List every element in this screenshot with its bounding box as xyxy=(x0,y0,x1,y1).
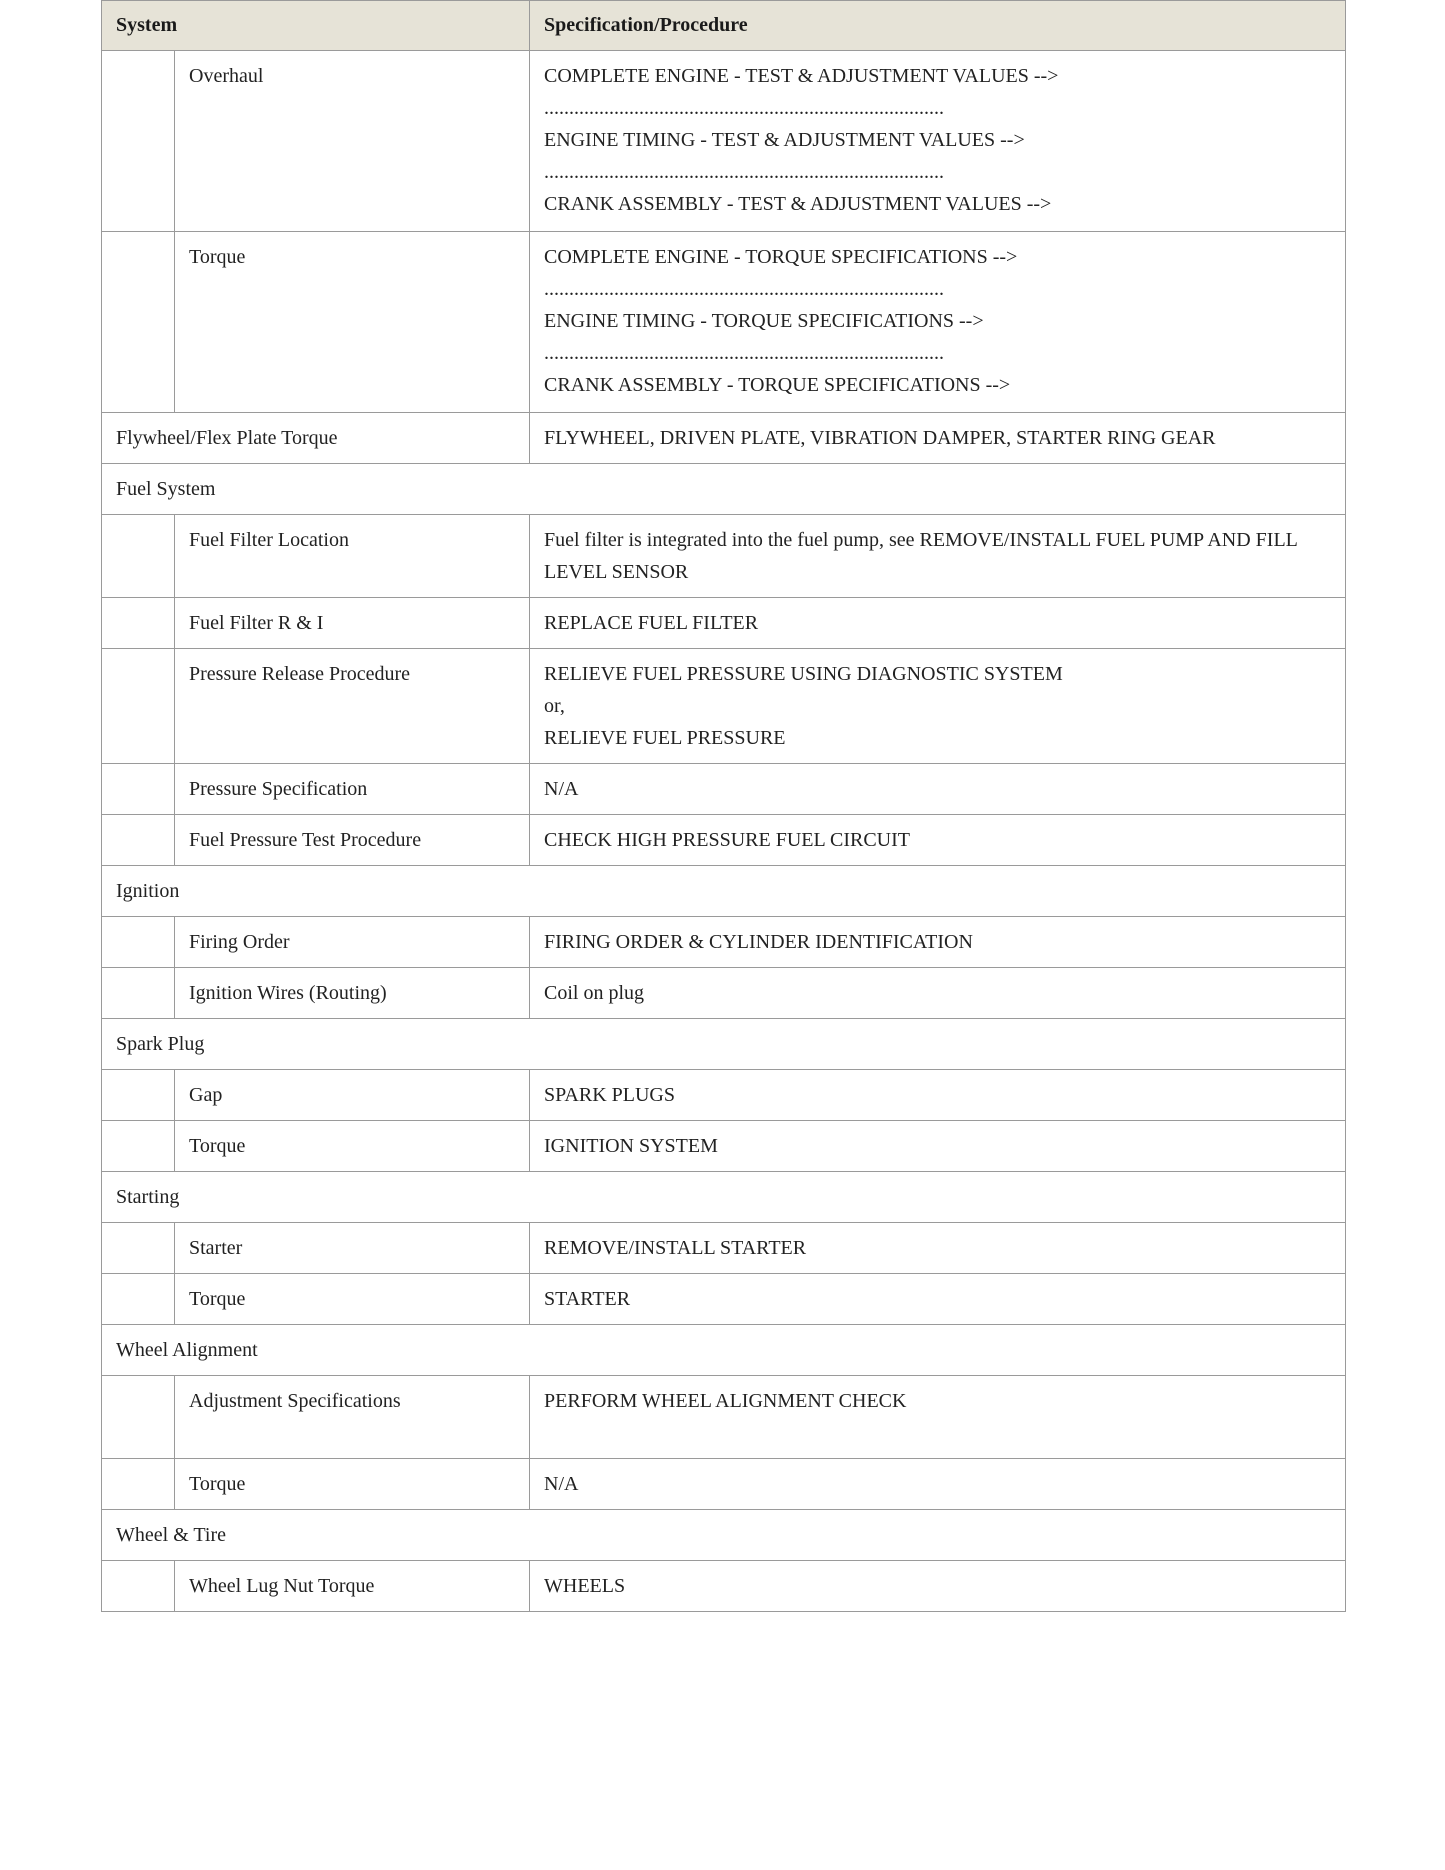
pressure-release-label: Pressure Release Procedure xyxy=(189,663,411,685)
row-value xyxy=(530,1561,1346,1612)
row-value xyxy=(530,1121,1346,1172)
ignition-wires-label: Ignition Wires (Routing) xyxy=(189,982,387,1004)
relieve-pressure-link[interactable]: RELIEVE FUEL PRESSURE xyxy=(544,727,786,749)
row-value xyxy=(530,649,1346,764)
torque-link-crank-assembly[interactable]: CRANK ASSEMBLY - TORQUE SPECIFICATIONS --> xyxy=(544,374,1011,396)
pressure-spec-label: Pressure Specification xyxy=(189,778,368,800)
indent-cell xyxy=(102,51,175,232)
dotted-separator: ................................................................................ xyxy=(544,161,945,183)
section-label xyxy=(102,1510,1346,1561)
row-value xyxy=(530,413,1346,464)
table-row xyxy=(102,917,1346,968)
table-row xyxy=(102,1223,1346,1274)
check-fuel-circuit-link[interactable]: CHECK HIGH PRESSURE FUEL CIRCUIT xyxy=(544,829,910,851)
section-row xyxy=(102,1019,1346,1070)
row-label xyxy=(175,1121,530,1172)
row-value xyxy=(530,917,1346,968)
section-row xyxy=(102,1325,1346,1376)
indent-cell xyxy=(102,968,175,1019)
row-label xyxy=(175,1274,530,1325)
specification-table xyxy=(101,0,1346,1612)
indent-cell xyxy=(102,815,175,866)
header-specification: Specification/Procedure xyxy=(530,1,1346,51)
table-row xyxy=(102,1070,1346,1121)
pressure-spec-value: N/A xyxy=(544,778,579,800)
section-row xyxy=(102,866,1346,917)
indent-cell xyxy=(102,1376,175,1459)
section-label xyxy=(102,866,1346,917)
indent-cell xyxy=(102,598,175,649)
flywheel-label: Flywheel/Flex Plate Torque xyxy=(116,427,338,449)
torque-link-engine-timing[interactable]: ENGINE TIMING - TORQUE SPECIFICATIONS --> xyxy=(544,310,984,332)
row-label xyxy=(175,917,530,968)
table-row xyxy=(102,51,1346,232)
row-label xyxy=(175,968,530,1019)
table-row xyxy=(102,1459,1346,1510)
fuel-filter-location-value[interactable]: Fuel filter is integrated into the fuel pump, see REMOVE/INSTALL FUEL PUMP AND FILL LEVEL SENSOR xyxy=(544,529,1298,583)
row-value xyxy=(530,1070,1346,1121)
row-label xyxy=(175,1561,530,1612)
table-row xyxy=(102,968,1346,1019)
header-system: System xyxy=(102,1,530,51)
indent-cell xyxy=(102,917,175,968)
relieve-pressure-diagnostic-link[interactable]: RELIEVE FUEL PRESSURE USING DIAGNOSTIC SYSTEM xyxy=(544,663,1063,685)
row-label xyxy=(175,51,530,232)
row-label xyxy=(175,1223,530,1274)
table-header-row xyxy=(102,1,1346,51)
indent-cell xyxy=(102,1121,175,1172)
section-label xyxy=(102,464,1346,515)
replace-fuel-filter-link[interactable]: REPLACE FUEL FILTER xyxy=(544,612,759,634)
flywheel-link[interactable]: FLYWHEEL, DRIVEN PLATE, VIBRATION DAMPER, STARTER RING GEAR xyxy=(544,427,1216,449)
section-row xyxy=(102,1510,1346,1561)
row-label xyxy=(175,515,530,598)
indent-cell xyxy=(102,1561,175,1612)
row-label xyxy=(102,413,530,464)
firing-order-label: Firing Order xyxy=(189,931,290,953)
starter-torque-label: Torque xyxy=(189,1288,246,1310)
row-label xyxy=(175,1376,530,1459)
table-row xyxy=(102,598,1346,649)
torque-label: Torque xyxy=(189,246,246,268)
or-text: or, xyxy=(544,695,565,717)
torque-link-complete-engine[interactable]: COMPLETE ENGINE - TORQUE SPECIFICATIONS --> xyxy=(544,246,1018,268)
section-fuel-system: Fuel System xyxy=(116,478,216,500)
row-label xyxy=(175,232,530,413)
row-value xyxy=(530,1274,1346,1325)
row-label xyxy=(175,764,530,815)
indent-cell xyxy=(102,1070,175,1121)
wheels-link[interactable]: WHEELS xyxy=(544,1575,626,1597)
overhaul-label: Overhaul xyxy=(189,65,264,87)
alignment-torque-value: N/A xyxy=(544,1473,579,1495)
table-row xyxy=(102,815,1346,866)
indent-cell xyxy=(102,515,175,598)
section-starting: Starting xyxy=(116,1186,180,1208)
row-value xyxy=(530,232,1346,413)
section-ignition: Ignition xyxy=(116,880,180,902)
row-value xyxy=(530,815,1346,866)
row-value xyxy=(530,51,1346,232)
section-wheel-alignment: Wheel Alignment xyxy=(116,1339,258,1361)
starter-link[interactable]: STARTER xyxy=(544,1288,631,1310)
section-row xyxy=(102,1172,1346,1223)
table-row xyxy=(102,413,1346,464)
row-label xyxy=(175,1459,530,1510)
dotted-separator: ................................................................................ xyxy=(544,278,945,300)
indent-cell xyxy=(102,1459,175,1510)
dotted-separator: ................................................................................ xyxy=(544,97,945,119)
spark-torque-label: Torque xyxy=(189,1135,246,1157)
fuel-filter-ri-label: Fuel Filter R & I xyxy=(189,612,324,634)
row-value xyxy=(530,1223,1346,1274)
table-row xyxy=(102,515,1346,598)
row-value xyxy=(530,1376,1346,1459)
fuel-filter-location-label: Fuel Filter Location xyxy=(189,529,349,551)
table-row xyxy=(102,1274,1346,1325)
lug-nut-label: Wheel Lug Nut Torque xyxy=(189,1575,375,1597)
table-row xyxy=(102,1376,1346,1459)
overhaul-link-complete-engine[interactable]: COMPLETE ENGINE - TEST & ADJUSTMENT VALUES --> xyxy=(544,65,1059,87)
indent-cell xyxy=(102,232,175,413)
section-row xyxy=(102,464,1346,515)
spark-plugs-link[interactable]: SPARK PLUGS xyxy=(544,1084,676,1106)
table-row xyxy=(102,232,1346,413)
wheel-alignment-check-link[interactable]: PERFORM WHEEL ALIGNMENT CHECK xyxy=(544,1390,907,1412)
row-value xyxy=(530,515,1346,598)
firing-order-link[interactable]: FIRING ORDER & CYLINDER IDENTIFICATION xyxy=(544,931,973,953)
section-label xyxy=(102,1019,1346,1070)
row-label xyxy=(175,1070,530,1121)
row-value xyxy=(530,764,1346,815)
row-label xyxy=(175,649,530,764)
row-value xyxy=(530,968,1346,1019)
row-value xyxy=(530,598,1346,649)
ignition-system-link[interactable]: IGNITION SYSTEM xyxy=(544,1135,718,1157)
section-wheel-tire: Wheel & Tire xyxy=(116,1524,226,1546)
table-row xyxy=(102,1561,1346,1612)
section-label xyxy=(102,1172,1346,1223)
adjustment-specs-label: Adjustment Specifications xyxy=(189,1390,401,1412)
table-row xyxy=(102,764,1346,815)
dotted-separator: ................................................................................ xyxy=(544,342,945,364)
row-label xyxy=(175,815,530,866)
table-row xyxy=(102,649,1346,764)
indent-cell xyxy=(102,1274,175,1325)
remove-install-starter-link[interactable]: REMOVE/INSTALL STARTER xyxy=(544,1237,807,1259)
indent-cell xyxy=(102,764,175,815)
row-value xyxy=(530,1459,1346,1510)
overhaul-link-engine-timing[interactable]: ENGINE TIMING - TEST & ADJUSTMENT VALUES --> xyxy=(544,129,1025,151)
overhaul-link-crank-assembly[interactable]: CRANK ASSEMBLY - TEST & ADJUSTMENT VALUES --> xyxy=(544,193,1052,215)
table-row xyxy=(102,1121,1346,1172)
starter-label: Starter xyxy=(189,1237,243,1259)
ignition-wires-value: Coil on plug xyxy=(544,982,645,1004)
indent-cell xyxy=(102,1223,175,1274)
indent-cell xyxy=(102,649,175,764)
alignment-torque-label: Torque xyxy=(189,1473,246,1495)
row-label xyxy=(175,598,530,649)
gap-label: Gap xyxy=(189,1084,223,1106)
section-label xyxy=(102,1325,1346,1376)
fuel-pressure-test-label: Fuel Pressure Test Procedure xyxy=(189,829,422,851)
section-spark-plug: Spark Plug xyxy=(116,1033,205,1055)
